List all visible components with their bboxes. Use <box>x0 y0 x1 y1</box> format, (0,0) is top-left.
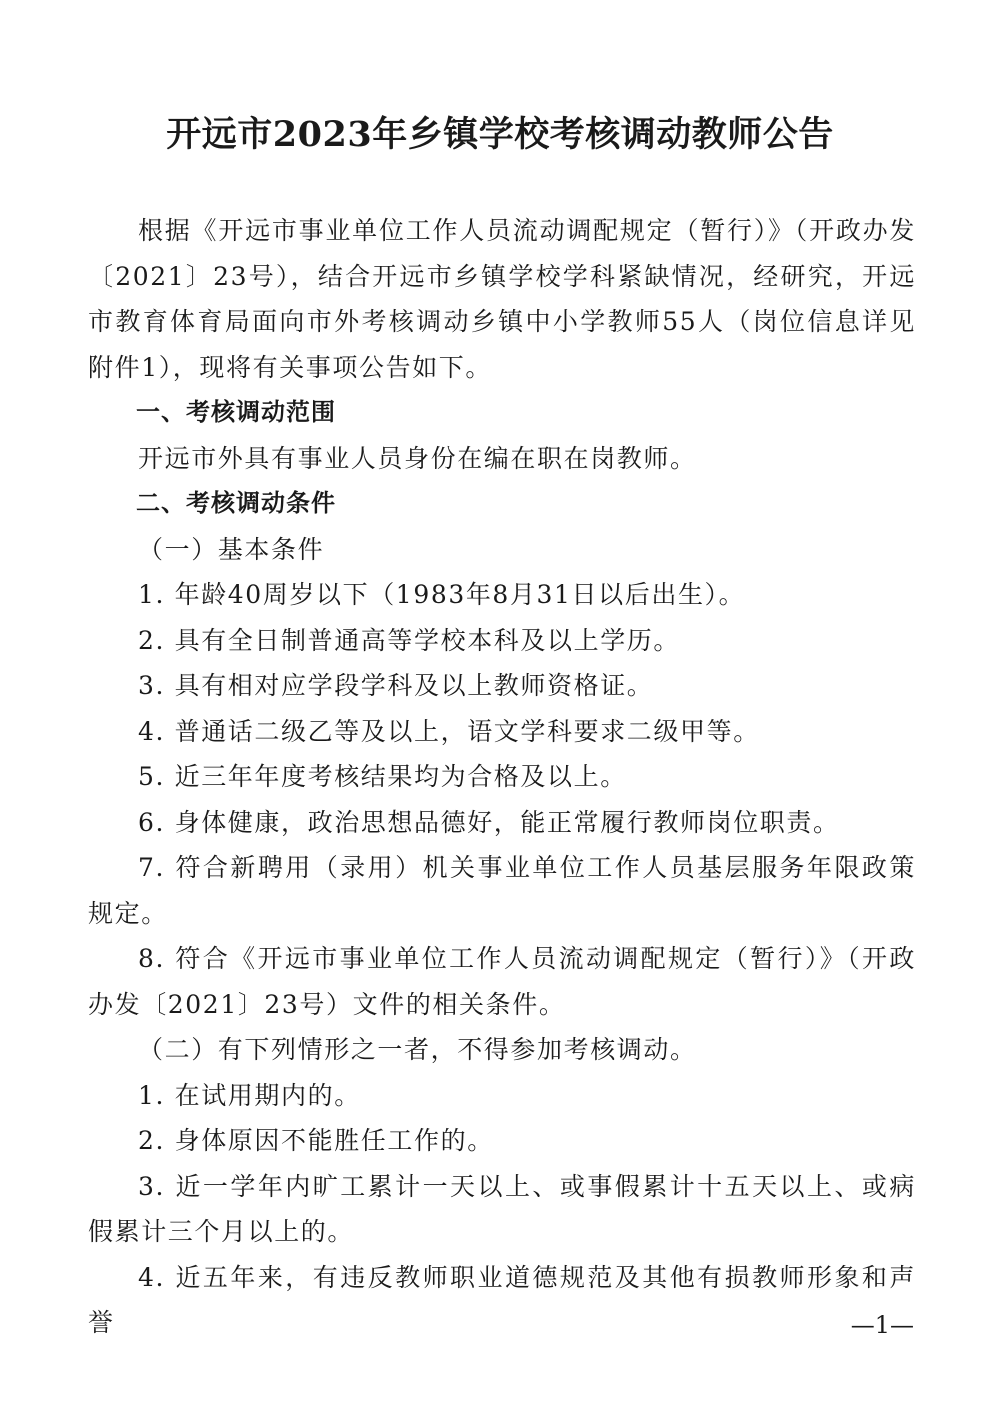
exclusion-item: 2. 身体原因不能胜任工作的。 <box>138 1126 494 1155</box>
exclusion-item: 1. 在试用期内的。 <box>138 1080 361 1110</box>
condition-item: 7. 符合新聘用（录用）机关事业单位工作人员基层服务年限政策规定。 <box>88 853 916 928</box>
section2-heading: 二、考核调动条件 <box>136 489 336 517</box>
section1-text: 开远市外具有事业人员身份在编在职在岗教师。 <box>138 443 697 473</box>
condition-item: 8. 符合《开远市事业单位工作人员流动调配规定（暂行）》（开政办发〔2021〕23号）文件的相关条件。 <box>88 944 916 1019</box>
condition-item: 3. 具有相对应学段学科及以上教师资格证。 <box>138 671 654 700</box>
exclusion-item: 4. 近五年来，有违反教师职业道德规范及其他有损教师形象和声誉 <box>88 1262 916 1337</box>
subsection2-heading: （二）有下列情形之一者，不得参加考核调动。 <box>138 1035 697 1064</box>
page-title: 开远市2023年乡镇学校考核调动教师公告 <box>166 114 834 155</box>
document-body <box>88 208 916 1346</box>
condition-item: 5. 近三年年度考核结果均为合格及以上。 <box>138 762 627 791</box>
subsection1-heading: （一）基本条件 <box>138 534 325 564</box>
intro-paragraph: 根据《开远市事业单位工作人员流动调配规定（暂行）》（开政办发〔2021〕23号），结合开远市乡镇学校学科紧缺情况，经研究，开远市教育体育局面向市外考核调动乡镇中小学教师55人（岗位信息详见附件1），现将有关事项公告如下。 <box>88 216 916 382</box>
page-number: —1— <box>850 1311 914 1339</box>
section1-heading: 一、考核调动范围 <box>136 398 336 426</box>
exclusion-item: 3. 近一学年内旷工累计一天以上、或事假累计十五天以上、或病假累计三个月以上的。 <box>88 1171 916 1246</box>
condition-item: 2. 具有全日制普通高等学校本科及以上学历。 <box>138 625 681 655</box>
condition-item: 1. 年龄40周岁以下（1983年8月31日以后出生）。 <box>138 580 746 609</box>
condition-item: 6. 身体健康，政治思想品德好，能正常履行教师岗位职责。 <box>138 807 840 837</box>
condition-item: 4. 普通话二级乙等及以上，语文学科要求二级甲等。 <box>138 716 760 746</box>
